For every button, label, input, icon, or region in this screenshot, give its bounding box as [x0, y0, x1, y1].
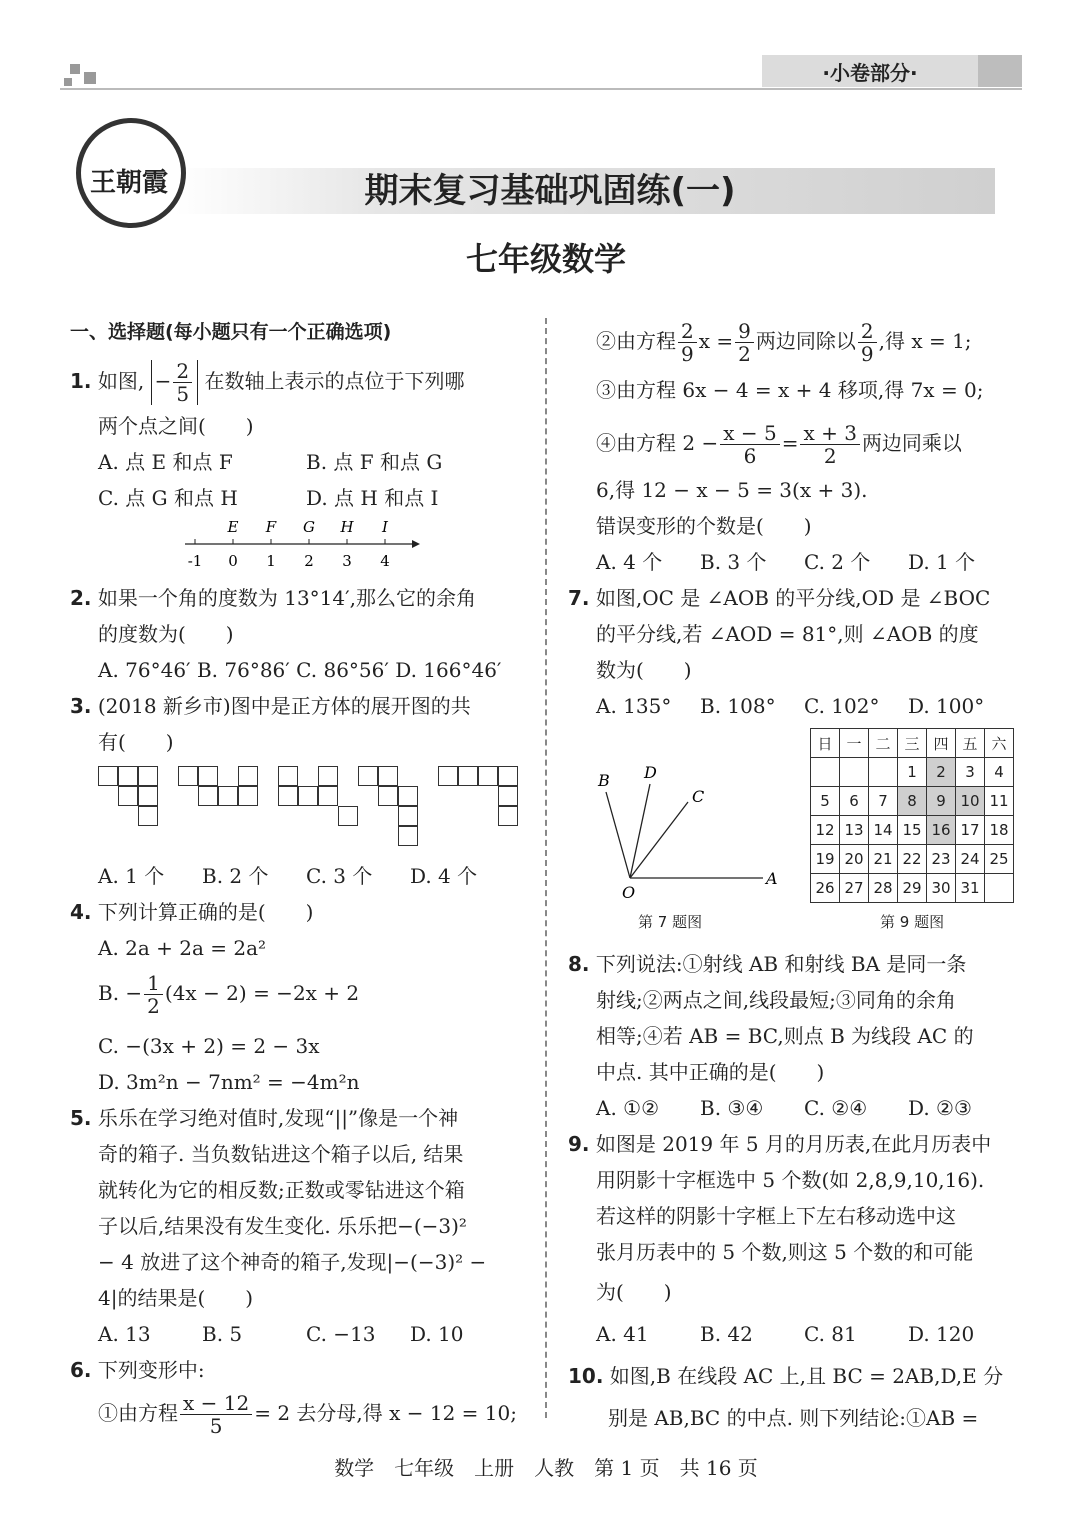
page-subtitle: 七年级数学	[465, 240, 626, 278]
question-number: 8.	[568, 952, 590, 976]
q1-line2: 两个点之间( )	[98, 414, 254, 438]
question-number: 2.	[70, 586, 92, 610]
calendar-day: 20	[840, 845, 869, 874]
option-a: A. 2a + 2a = 2a²	[98, 936, 267, 960]
option-a: A. 4 个	[596, 550, 663, 574]
frac-den: 2	[738, 342, 751, 366]
frac-den: 2	[823, 444, 837, 468]
frac-den: 2	[147, 994, 160, 1018]
calendar-day: 29	[898, 874, 927, 903]
calendar-day: 28	[869, 874, 898, 903]
calendar-day	[811, 758, 840, 787]
option-d: D. 1 个	[908, 550, 976, 574]
option-b-pre: B. −	[98, 981, 143, 1005]
ray-ob	[606, 792, 630, 878]
decor-square	[70, 64, 80, 74]
calendar-day: 11	[985, 787, 1014, 816]
calendar-day: 8	[898, 787, 927, 816]
calendar-day: 30	[927, 874, 956, 903]
calendar-day: 24	[956, 845, 985, 874]
q4-text: 下列计算正确的是( )	[97, 900, 314, 924]
q6-item-2-mid: x =	[698, 329, 734, 353]
calendar-day	[840, 758, 869, 787]
frac-num: 9	[735, 320, 754, 343]
option-d: D. 3m²n − 7nm² = −4m²n	[98, 1070, 360, 1094]
option-c: C. 3 个	[306, 864, 373, 888]
q5-line: 就转化为它的相反数;正数或零钻进这个箱	[98, 1178, 465, 1202]
option-d: D. 10	[410, 1322, 464, 1346]
question-6	[70, 1352, 205, 1388]
q6-item-4-post: 两边同乘以	[861, 431, 962, 455]
q6-item-2	[596, 320, 972, 365]
option-c: C. 102°	[804, 694, 880, 718]
decor-square	[84, 72, 96, 84]
calendar-day: 3	[956, 758, 985, 787]
calendar-weekday: 五	[956, 729, 985, 758]
option-b: B. 3 个	[700, 550, 767, 574]
option-b: B. 点 F 和点 G	[306, 450, 443, 474]
axis-point-label: G	[303, 518, 315, 536]
option-b: B. 5	[202, 1322, 243, 1346]
abs-value: − $\frac{2}{5}$	[151, 360, 199, 405]
q7-line: 的平分线,若 ∠AOD = 81°,则 ∠AOB 的度	[596, 622, 979, 646]
frac-num: x − 5	[720, 422, 779, 445]
frac-num: 2	[173, 360, 192, 383]
q3-text: (2018 新乡市)图中是正方体的展开图的共	[97, 694, 471, 718]
calendar-week-row	[811, 758, 1014, 787]
question-5	[70, 1100, 458, 1136]
question-2	[70, 580, 476, 616]
calendar-week-row	[811, 816, 1014, 845]
axis-point-label: I	[382, 518, 388, 536]
option-c: C. 2 个	[804, 550, 871, 574]
frac-num: 1	[144, 972, 163, 995]
calendar-day: 26	[811, 874, 840, 903]
calendar-day	[869, 758, 898, 787]
option-a: A. 13	[98, 1322, 151, 1346]
q2-text: 如果一个角的度数为 13°14′,那么它的余角	[97, 586, 477, 610]
calendar-day: 9	[927, 787, 956, 816]
logo-text: 王朝霞	[90, 168, 169, 198]
calendar-day: 7	[869, 787, 898, 816]
header-rule	[60, 88, 1022, 90]
frac-den: 9	[860, 342, 874, 366]
section-tag: ·小卷部分·	[822, 61, 918, 85]
q6-item-1-pre: ①由方程	[98, 1401, 178, 1425]
q6-ask: 错误变形的个数是( )	[596, 514, 812, 538]
frac-den: 5	[176, 382, 190, 406]
calendar-day: 4	[985, 758, 1014, 787]
option-b: B. 2 个	[202, 864, 269, 888]
decor-square	[64, 78, 72, 86]
axis-point-label: F	[265, 518, 277, 536]
option-d: D. 100°	[908, 694, 985, 718]
q6-item-4	[596, 422, 962, 467]
calendar-day: 23	[927, 845, 956, 874]
q5-line: 奇的箱子. 当负数钻进这个箱子以后, 结果	[98, 1142, 464, 1166]
label-a: A	[766, 869, 778, 888]
frac-den: 9	[681, 342, 694, 366]
q5-line: 4|的结果是( )	[98, 1286, 254, 1310]
question-number: 5.	[70, 1106, 92, 1130]
option-d: D. ②③	[908, 1096, 972, 1120]
q9-line: 若这样的阴影十字框上下左右移动选中这	[596, 1204, 956, 1228]
question-number: 1.	[70, 369, 92, 393]
label-c: C	[692, 787, 705, 806]
angle-figure	[588, 750, 788, 910]
option-a: A. 135°	[596, 694, 672, 718]
question-number: 9.	[568, 1132, 590, 1156]
option-b-post: (4x − 2) = −2x + 2	[164, 981, 360, 1005]
question-4	[70, 894, 313, 930]
q6-text: 下列变形中:	[97, 1358, 205, 1382]
option-a: A. 41	[596, 1322, 649, 1346]
question-10	[568, 1358, 1003, 1394]
q6-item-2-mid2: 两边同除以	[755, 329, 856, 353]
question-number: 7.	[568, 586, 590, 610]
frac-num: 2	[858, 320, 877, 343]
option-a: A. 1 个	[98, 864, 165, 888]
q5-line: − 4 放进了这个神奇的箱子,发现|−(−3)² −	[98, 1250, 487, 1274]
axis-tick-label: 0	[228, 552, 238, 570]
calendar-figure	[810, 728, 1014, 903]
frac-num: x − 12	[180, 1392, 252, 1415]
q1-text: 如图,	[97, 369, 145, 393]
q7-line: 数为( )	[596, 658, 692, 682]
calendar-day: 21	[869, 845, 898, 874]
q6-item-1	[98, 1392, 517, 1437]
calendar-weekday: 日	[811, 729, 840, 758]
calendar-day: 14	[869, 816, 898, 845]
option-d: D. 120	[908, 1322, 975, 1346]
q8-line: 中点. 其中正确的是( )	[596, 1060, 825, 1084]
option-d: D. 4 个	[410, 864, 478, 888]
calendar-day: 13	[840, 816, 869, 845]
calendar-week-row	[811, 845, 1014, 874]
question-8	[568, 946, 966, 982]
calendar-week-row	[811, 787, 1014, 816]
q6-item-3: ③由方程 6x − 4 = x + 4 移项,得 7x = 0;	[596, 378, 984, 402]
calendar-day: 22	[898, 845, 927, 874]
option-c: C. −(3x + 2) = 2 − 3x	[98, 1034, 320, 1058]
q9-line: 如图是 2019 年 5 月的月历表,在此月历表中	[595, 1132, 992, 1156]
frac-num: x + 3	[800, 422, 859, 445]
option-a: A. 点 E 和点 F	[98, 450, 233, 474]
q2-line2: 的度数为( )	[98, 622, 234, 646]
calendar-day: 15	[898, 816, 927, 845]
calendar-day: 16	[927, 816, 956, 845]
calendar-day: 6	[840, 787, 869, 816]
question-9	[568, 1126, 991, 1162]
q6-item-4-line2: 6,得 12 − x − 5 = 3(x + 3).	[596, 478, 868, 502]
calendar-weekday: 二	[869, 729, 898, 758]
q5-line: 子以后,结果没有发生变化. 乐乐把−(−3)²	[98, 1214, 467, 1238]
q10-line: 如图,B 在线段 AC 上,且 BC = 2AB,D,E 分	[609, 1364, 1004, 1388]
option-a: A. ①②	[596, 1096, 660, 1120]
option-b	[98, 972, 359, 1017]
calendar-day: 25	[985, 845, 1014, 874]
figure-7-caption: 第 7 题图	[638, 913, 703, 931]
option-d: D. 点 H 和点 I	[306, 486, 439, 510]
question-3	[70, 688, 471, 724]
calendar-table	[810, 728, 1014, 903]
calendar-weekday: 四	[927, 729, 956, 758]
frac-den: 5	[209, 1414, 223, 1438]
calendar-day: 5	[811, 787, 840, 816]
calendar-day: 27	[840, 874, 869, 903]
q6-item-1-post: = 2 去分母,得 x − 12 = 10;	[254, 1401, 517, 1425]
question-number: 6.	[70, 1358, 92, 1382]
axis-tick-label: 2	[304, 552, 314, 570]
option-b: B. 108°	[700, 694, 776, 718]
header-tag-block	[978, 55, 1022, 87]
q8-line: 射线;②两点之间,线段最短;③同角的余角	[596, 988, 956, 1012]
label-o: O	[622, 883, 636, 902]
axis-tick-label: 3	[342, 552, 352, 570]
frac-den: 6	[743, 444, 757, 468]
axis-tick-label: 1	[266, 552, 276, 570]
q8-line: 相等;④若 AB = BC,则点 B 为线段 AC 的	[596, 1024, 974, 1048]
frac-num: 2	[678, 320, 697, 343]
question-number: 4.	[70, 900, 92, 924]
calendar-weekday: 三	[898, 729, 927, 758]
calendar-day: 2	[927, 758, 956, 787]
q2-options: A. 76°46′ B. 76°86′ C. 86°56′ D. 166°46′	[98, 658, 502, 682]
q8-line: 下列说法:①射线 AB 和射线 BA 是同一条	[595, 952, 967, 976]
axis-point-label: H	[340, 518, 354, 536]
q9-line: 为( )	[596, 1280, 672, 1304]
calendar-day: 31	[956, 874, 985, 903]
q6-item-2-post: ,得 x = 1;	[878, 329, 972, 353]
calendar-day	[985, 874, 1014, 903]
option-c: C. 81	[804, 1322, 857, 1346]
question-1	[70, 360, 464, 405]
label-d: D	[644, 763, 657, 782]
option-c: C. 点 G 和点 H	[98, 486, 238, 510]
option-b: B. 42	[700, 1322, 753, 1346]
figure-9-caption: 第 9 题图	[880, 913, 945, 931]
option-c: C. ②④	[804, 1096, 868, 1120]
calendar-header-row	[811, 729, 1014, 758]
option-b: B. ③④	[700, 1096, 764, 1120]
calendar-weekday: 六	[985, 729, 1014, 758]
q3-line2: 有( )	[98, 730, 174, 754]
axis-tick-label: -1	[187, 552, 203, 570]
calendar-day: 1	[898, 758, 927, 787]
q7-line: 如图,OC 是 ∠AOB 的平分线,OD 是 ∠BOC	[595, 586, 991, 610]
section-heading: 一、选择题(每小题只有一个正确选项)	[70, 321, 392, 343]
q6-item-4-mid: =	[781, 431, 799, 455]
option-c: C. −13	[306, 1322, 376, 1346]
calendar-day: 19	[811, 845, 840, 874]
calendar-weekday: 一	[840, 729, 869, 758]
question-number: 3.	[70, 694, 92, 718]
calendar-day: 18	[985, 816, 1014, 845]
q9-line: 用阴影十字框选中 5 个数(如 2,8,9,10,16).	[596, 1168, 985, 1192]
q6-item-4-pre: ④由方程 2 −	[596, 431, 719, 455]
calendar-day: 17	[956, 816, 985, 845]
q5-line: 乐乐在学习绝对值时,发现“||”像是一个神	[97, 1106, 459, 1130]
q6-item-2-pre: ②由方程	[596, 329, 676, 353]
label-b: B	[598, 771, 610, 790]
calendar-day: 10	[956, 787, 985, 816]
q1-text-post: 在数轴上表示的点位于下列哪	[204, 369, 465, 393]
question-number: 10.	[568, 1364, 604, 1388]
axis-tick-label: 4	[380, 552, 390, 570]
calendar-day: 12	[811, 816, 840, 845]
number-line-figure	[180, 516, 430, 576]
axis-arrow	[412, 540, 420, 548]
q9-line: 张月历表中的 5 个数,则这 5 个数的和可能	[596, 1240, 974, 1264]
q10-line: 别是 AB,BC 的中点. 则下列结论:①AB =	[608, 1406, 979, 1430]
page-footer: 数学 七年级 上册 人教 第 1 页 共 16 页	[334, 1456, 758, 1480]
calendar-week-row	[811, 874, 1014, 903]
column-divider	[545, 318, 547, 1418]
question-7	[568, 580, 990, 616]
axis-point-label: E	[227, 518, 239, 536]
page-title: 期末复习基础巩固练(一)	[364, 171, 736, 211]
